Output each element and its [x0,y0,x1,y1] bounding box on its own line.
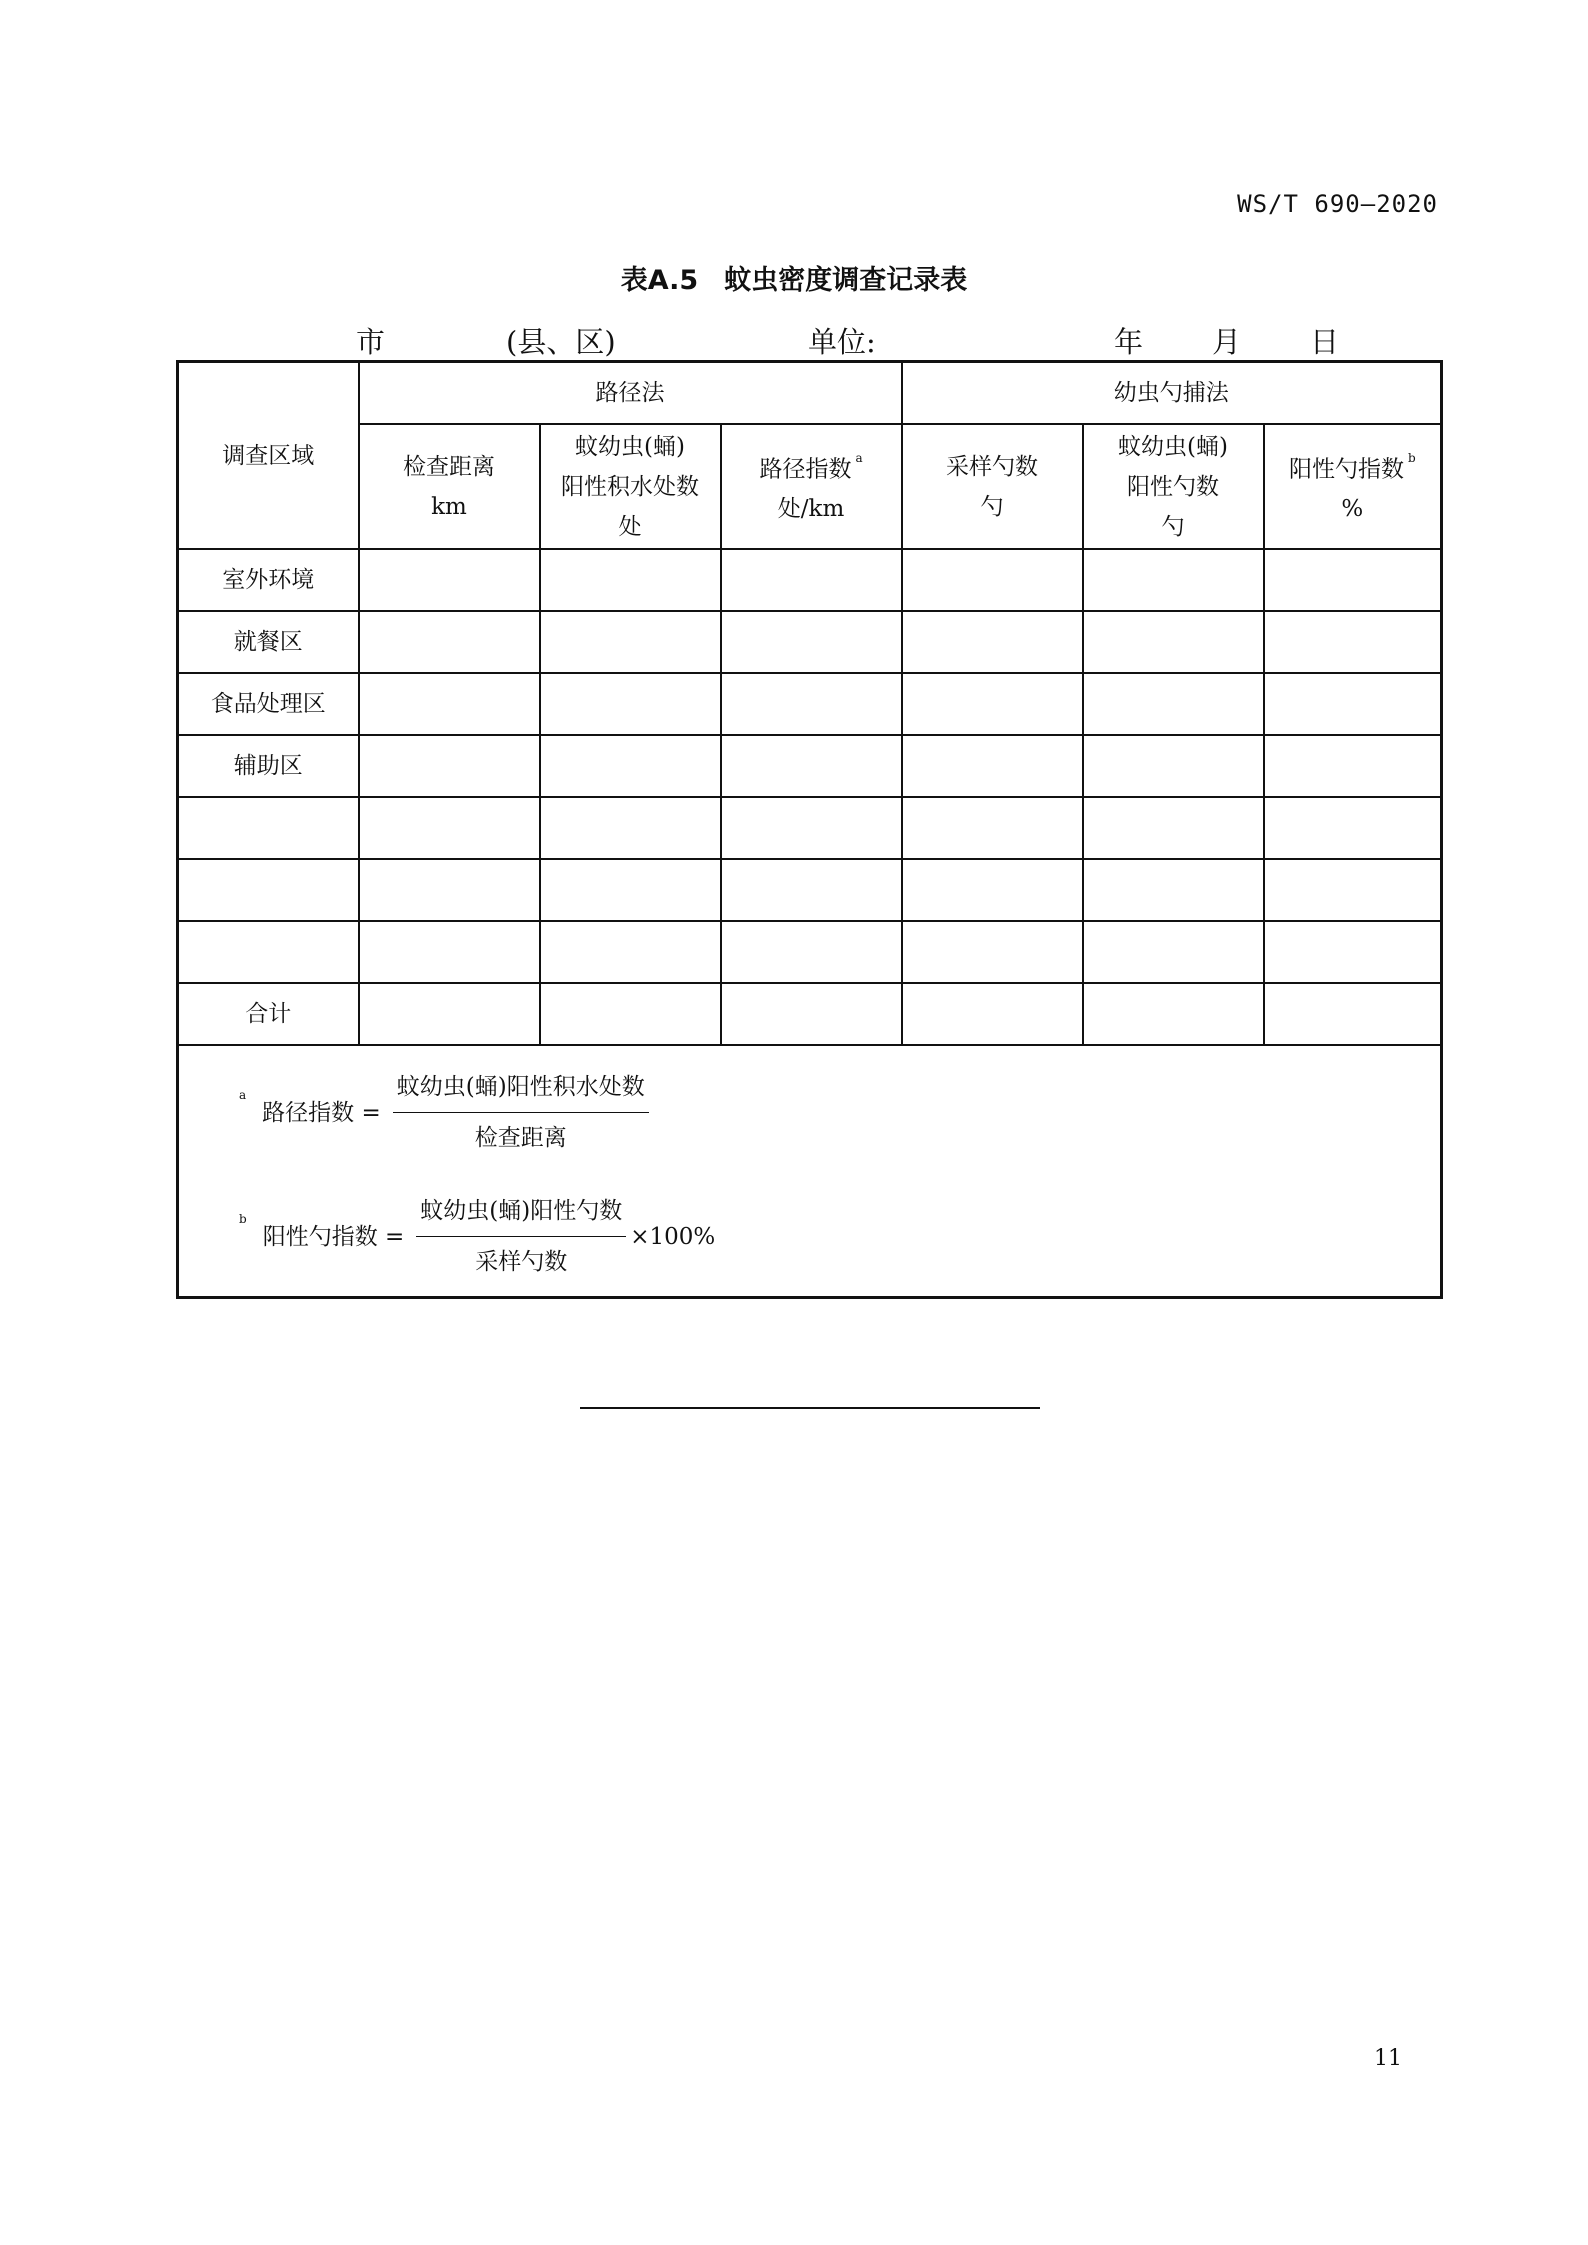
row-label: 辅助区 [178,735,359,797]
formula-route-index [239,1068,653,1157]
row-label: 就餐区 [178,611,359,673]
fraction-denominator: 检查距离 [474,1125,567,1151]
row-label: 食品处理区 [178,673,359,735]
end-rule-divider [580,1407,1040,1409]
header-check-distance: 检查距离 km [359,424,540,549]
table-number: 表A.5 [620,265,699,296]
row-label [178,859,359,921]
header-survey-area: 调查区域 [178,362,359,550]
fraction-denominator: 采样勺数 [475,1249,568,1275]
form-unit-label: 单位: [808,325,876,359]
table-row [178,611,1442,673]
row-label: 合计 [178,983,359,1045]
table-title [0,258,1588,297]
header-positive-water-sites: 蚊幼虫(蛹) 阳性积水处数 处 [540,424,721,549]
table-row [178,797,1442,859]
table-row [178,859,1442,921]
formula-lhs: 路径指数 = [262,1099,381,1126]
table-row [178,735,1442,797]
fraction [416,1192,626,1281]
fraction-numerator: 蚊幼虫(蛹)阳性勺数 [416,1192,626,1237]
note-mark-a: a [239,1087,247,1102]
note-mark-b: b [239,1211,247,1226]
table-row [178,921,1442,983]
header-positive-dip-index: 阳性勺指数 $^b$ % [1264,424,1442,549]
standard-code: WS/T 690—2020 [1237,190,1438,218]
formula-multiplier: ×100% [630,1223,716,1250]
form-city-label: 市 [356,325,386,359]
form-county-label: (县、区) [506,325,616,359]
form-year-label: 年 [1114,325,1144,359]
table-row-total [178,983,1442,1045]
formula-positive-dip-index [239,1192,715,1281]
form-line [0,320,1588,360]
table-row [178,549,1442,611]
header-sample-dips: 采样勺数 勺 [902,424,1083,549]
table-notes [178,1045,1442,1298]
table-row [178,673,1442,735]
form-day-label: 日 [1310,325,1340,359]
row-label [178,797,359,859]
fraction-numerator: 蚊幼虫(蛹)阳性积水处数 [393,1068,649,1113]
table-name: 蚊虫密度调查记录表 [724,265,968,296]
header-route-method: 路径法 [359,362,902,425]
row-label: 室外环境 [178,549,359,611]
mosquito-density-table [176,360,1443,1299]
header-route-index: 路径指数 $^a$ 处/km [721,424,902,549]
row-label [178,921,359,983]
formula-lhs: 阳性勺指数 = [262,1223,405,1250]
header-positive-dips: 蚊幼虫(蛹) 阳性勺数 勺 [1083,424,1264,549]
fraction [393,1068,649,1157]
page-number: 11 [1374,2046,1402,2071]
header-larva-dipping-method: 幼虫勺捕法 [902,362,1442,425]
form-month-label: 月 [1212,325,1242,359]
